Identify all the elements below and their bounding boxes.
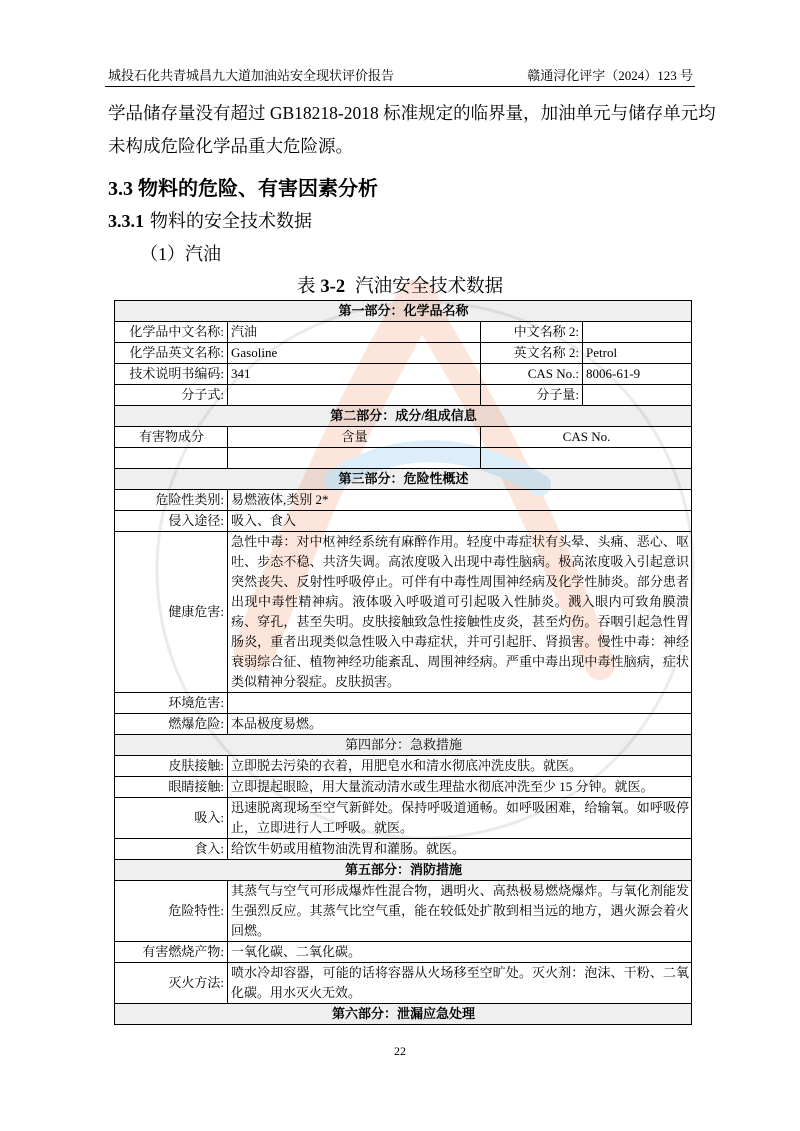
extinguishing-method-value: 喷水冷却容器，可能的话将容器从火场移至空旷处。灭火剂：泡沫、干粉、二氧化碳。用水灭火无效。 xyxy=(228,963,692,1004)
part6-row xyxy=(115,1004,692,1025)
inhalation-value: 迅速脱离现场至空气新鲜处。保持呼吸道通畅。如呼吸困难，给输氧。如呼吸停止，立即进行人工呼吸。就医。 xyxy=(228,798,692,839)
table-header-row xyxy=(115,427,692,448)
en-name2-label: 英文名称 2: xyxy=(481,343,583,364)
molecular-weight-value xyxy=(583,385,692,406)
cn-name2-label: 中文名称 2: xyxy=(481,322,583,343)
cas-value: 8006-61-9 xyxy=(583,364,692,385)
table-row xyxy=(115,777,692,798)
formula-label: 分子式: xyxy=(115,385,228,406)
item-heading: （1）汽油 xyxy=(140,244,221,264)
running-header xyxy=(105,66,695,87)
subsection-heading xyxy=(108,208,312,234)
table-row xyxy=(115,963,692,1004)
table-row xyxy=(115,693,692,714)
formula-value xyxy=(228,385,481,406)
subsection-title: 物料的安全技术数据 xyxy=(150,211,312,231)
health-hazard-label: 健康危害: xyxy=(115,532,228,693)
table-row xyxy=(115,343,692,364)
table-row xyxy=(115,385,692,406)
explosion-hazard-value: 本品极度易燃。 xyxy=(228,714,692,735)
intro-line-1: 学品储存量没有超过 GB18218-2018 标准规定的临界量，加油单元与储存单元均 xyxy=(108,103,716,123)
part3-row xyxy=(115,469,692,490)
cn-name-value: 汽油 xyxy=(228,322,481,343)
ingestion-label: 食入: xyxy=(115,839,228,860)
health-hazard-value: 急性中毒：对中枢神经系统有麻醉作用。轻度中毒症状有头晕、头痛、恶心、呕吐、步态不稳、共济失调。高浓度吸入出现中毒性脑病。极高浓度吸入引起意识突然丧失、反射性呼吸停止。可伴有中毒性周围神经病及化学性肺炎。部分患者出现中毒性精神病。液体吸入呼吸道可引起吸入性肺炎。溅入眼内可致角膜溃疡、穿孔，甚至失明。皮肤接触致急性接触性皮炎，甚至灼伤。吞咽引起急性胃肠炎，重者出现类似急性吸入中毒症状，并可引起肝、肾损害。慢性中毒：神经衰弱综合征、植物神经功能紊乱、周围神经病。严重中毒出现中毒性脑病，症状类似精神分裂症。皮肤损害。 xyxy=(228,532,692,693)
part4-title: 第四部分：急救措施 xyxy=(115,735,692,756)
table-row xyxy=(115,756,692,777)
cn-name-label: 化学品中文名称: xyxy=(115,322,228,343)
part3-title: 第三部分：危险性概述 xyxy=(115,469,692,490)
content-cell xyxy=(228,448,481,469)
safety-data-table xyxy=(114,300,692,1025)
inhalation-label: 吸入: xyxy=(115,798,228,839)
hazard-properties-value: 其蒸气与空气可形成爆炸性混合物，遇明火、高热极易燃烧爆炸。与氧化剂能发生强烈反应。其蒸气比空气重，能在较低处扩散到相当远的地方，遇火源会着火回燃。 xyxy=(228,881,692,942)
table-row xyxy=(115,322,692,343)
table-row xyxy=(115,490,692,511)
part1-row xyxy=(115,301,692,322)
table-row xyxy=(115,714,692,735)
part2-row xyxy=(115,406,692,427)
molecular-weight-label: 分子量: xyxy=(481,385,583,406)
part1-title: 第一部分：化学品名称 xyxy=(115,301,692,322)
explosion-hazard-label: 燃爆危险: xyxy=(115,714,228,735)
section-heading: 3.3 物料的危险、有害因素分析 xyxy=(108,178,378,200)
en-name-label: 化学品英文名称: xyxy=(115,343,228,364)
table-row xyxy=(115,364,692,385)
exposure-route-label: 侵入途径: xyxy=(115,511,228,532)
extinguishing-method-label: 灭火方法: xyxy=(115,963,228,1004)
table-row xyxy=(115,798,692,839)
table-row xyxy=(115,511,692,532)
exposure-route-value: 吸入、食入 xyxy=(228,511,692,532)
code-label: 技术说明书编码: xyxy=(115,364,228,385)
cn-name2-value xyxy=(583,322,692,343)
subsection-number: 3.3.1 xyxy=(108,211,144,231)
cas-label: CAS No.: xyxy=(481,364,583,385)
table-row xyxy=(115,839,692,860)
part6-title: 第六部分：泄漏应急处理 xyxy=(115,1004,692,1025)
table-row xyxy=(115,448,692,469)
page-number: 22 xyxy=(394,1044,406,1058)
part4-row xyxy=(115,735,692,756)
cas-cell xyxy=(481,448,692,469)
environmental-hazard-value xyxy=(228,693,692,714)
table-row xyxy=(115,881,692,942)
part2-title: 第二部分：成分/组成信息 xyxy=(115,406,692,427)
table-caption xyxy=(0,274,800,300)
component-cell xyxy=(115,448,228,469)
part5-title: 第五部分：消防措施 xyxy=(115,860,692,881)
table-row xyxy=(115,942,692,963)
report-number: 赣通浔化评字（2024）123 号 xyxy=(527,68,693,83)
eye-contact-label: 眼睛接触: xyxy=(115,777,228,798)
report-title: 城投石化共青城昌九大道加油站安全现状评价报告 xyxy=(108,68,395,83)
skin-contact-label: 皮肤接触: xyxy=(115,756,228,777)
combustion-products-label: 有害燃烧产物: xyxy=(115,942,228,963)
combustion-products-value: 一氧化碳、二氧化碳。 xyxy=(228,942,692,963)
caption-prefix: 表 xyxy=(296,277,316,297)
environmental-hazard-label: 环境危害: xyxy=(115,693,228,714)
skin-contact-value: 立即脱去污染的衣着，用肥皂水和清水彻底冲洗皮肤。就医。 xyxy=(228,756,692,777)
content-header: 含量 xyxy=(228,427,481,448)
code-value: 341 xyxy=(228,364,481,385)
caption-title: 汽油安全技术数据 xyxy=(355,277,504,297)
ingestion-value: 给饮牛奶或用植物油洗胃和灌肠。就医。 xyxy=(228,839,692,860)
hazard-properties-label: 危险特性: xyxy=(115,881,228,942)
cas-header: CAS No. xyxy=(481,427,692,448)
table-row xyxy=(115,532,692,693)
part5-row xyxy=(115,860,692,881)
caption-number: 3-2 xyxy=(320,277,346,297)
component-header: 有害物成分 xyxy=(115,427,228,448)
hazard-class-label: 危险性类别: xyxy=(115,490,228,511)
intro-line-2: 未构成危险化学品重大危险源。 xyxy=(108,136,353,156)
eye-contact-value: 立即提起眼睑，用大量流动清水或生理盐水彻底冲洗至少 15 分钟。就医。 xyxy=(228,777,692,798)
en-name-value: Gasoline xyxy=(228,343,481,364)
hazard-class-value: 易燃液体,类别 2* xyxy=(228,490,692,511)
en-name2-value: Petrol xyxy=(583,343,692,364)
